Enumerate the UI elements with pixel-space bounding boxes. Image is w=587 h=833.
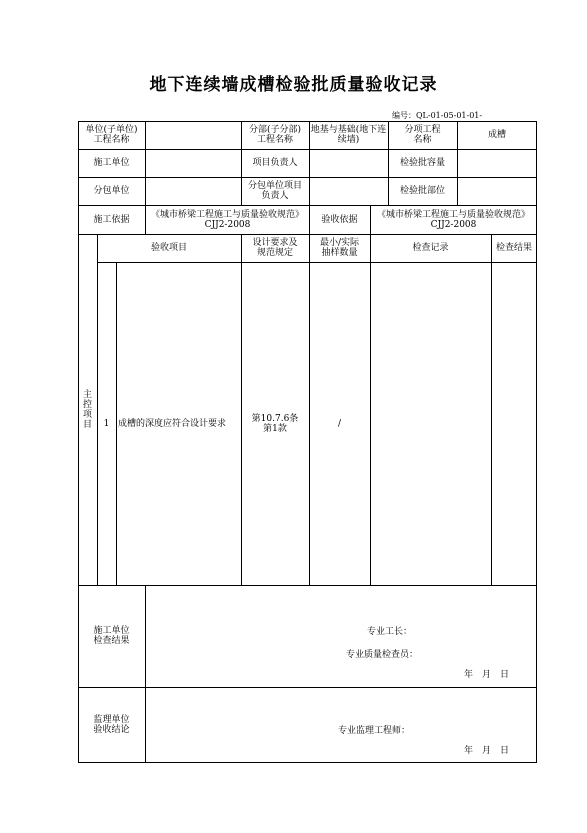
item-project-name-label: 分项工程 名称 <box>404 125 441 145</box>
sub-contractor-label: 分包单位 <box>93 186 130 196</box>
acceptance-basis-value: 《城市桥梁工程施工与质量验收规范》 CJJ2-2008 <box>376 209 530 230</box>
item-requirement: 第10.7.6条 第1款 <box>251 413 299 434</box>
row-line <box>78 687 537 688</box>
col-header-check-record: 检查记录 <box>412 243 449 253</box>
col-header-design-requirement: 设计要求及 规范规定 <box>252 238 298 258</box>
main-control-label: 主 控 项 目 <box>82 389 92 430</box>
batch-part-value[interactable] <box>457 177 537 205</box>
inspection-form-table <box>78 121 537 763</box>
col-header-check-result: 检查结果 <box>495 243 532 253</box>
project-manager-label: 项目负责人 <box>252 158 298 168</box>
contractor-label: 施工单位 <box>93 158 130 168</box>
supervising-engineer-label: 专业监理工程师： <box>338 726 411 736</box>
sub-project-name-label: 分部(子分部) 工程名称 <box>248 125 302 145</box>
acceptance-basis-label: 验收依据 <box>321 214 358 225</box>
foreman-label: 专业工长： <box>367 627 413 637</box>
document-code: 编号：QL-01-05-01-01- <box>392 111 483 120</box>
col-header-inspection-item: 验收项目 <box>150 243 187 253</box>
batch-part-label: 检验批部位 <box>399 186 445 196</box>
unit-project-name-label: 单位(子单位) 工程名称 <box>85 125 138 145</box>
supervisor-date: 年 月 日 <box>464 746 510 756</box>
item-project-name-value: 成槽 <box>487 130 506 140</box>
sub-contractor-value[interactable] <box>146 177 241 205</box>
sub-manager-label: 分包单位项目 负责人 <box>247 181 302 201</box>
contractor-check-label: 施工单位 检查结果 <box>93 626 130 646</box>
row-line <box>78 585 537 586</box>
item-check-record[interactable] <box>370 262 491 585</box>
unit-project-name-value[interactable] <box>146 121 241 149</box>
sub-manager-value[interactable] <box>309 177 388 205</box>
page-title: 地下连续墙成槽检验批质量验收记录 <box>149 75 438 95</box>
sub-project-name-value: 地基与基础(地下连 续墙) <box>310 125 387 145</box>
batch-capacity-value[interactable] <box>457 149 537 177</box>
batch-capacity-label: 检验批容量 <box>399 158 445 168</box>
border-bottom <box>78 762 537 763</box>
construction-basis-value: 《城市桥梁工程施工与质量验收规范》 CJJ2-2008 <box>150 209 304 230</box>
contractor-value[interactable] <box>146 149 241 177</box>
item-check-result[interactable] <box>491 262 537 585</box>
col-line <box>145 585 146 763</box>
construction-basis-label: 施工依据 <box>93 214 130 225</box>
col-header-sample-count: 最小/实际 抽样数量 <box>319 238 360 258</box>
project-manager-value[interactable] <box>309 149 388 177</box>
supervisor-check-label: 监理单位 验收结论 <box>93 714 130 735</box>
item-description: 成槽的深度应符合设计要求 <box>118 418 227 429</box>
contractor-date: 年 月 日 <box>464 670 510 680</box>
quality-inspector-label: 专业质量检查员： <box>346 650 419 660</box>
item-number: 1 <box>103 418 110 429</box>
item-sample-count: / <box>337 418 342 429</box>
